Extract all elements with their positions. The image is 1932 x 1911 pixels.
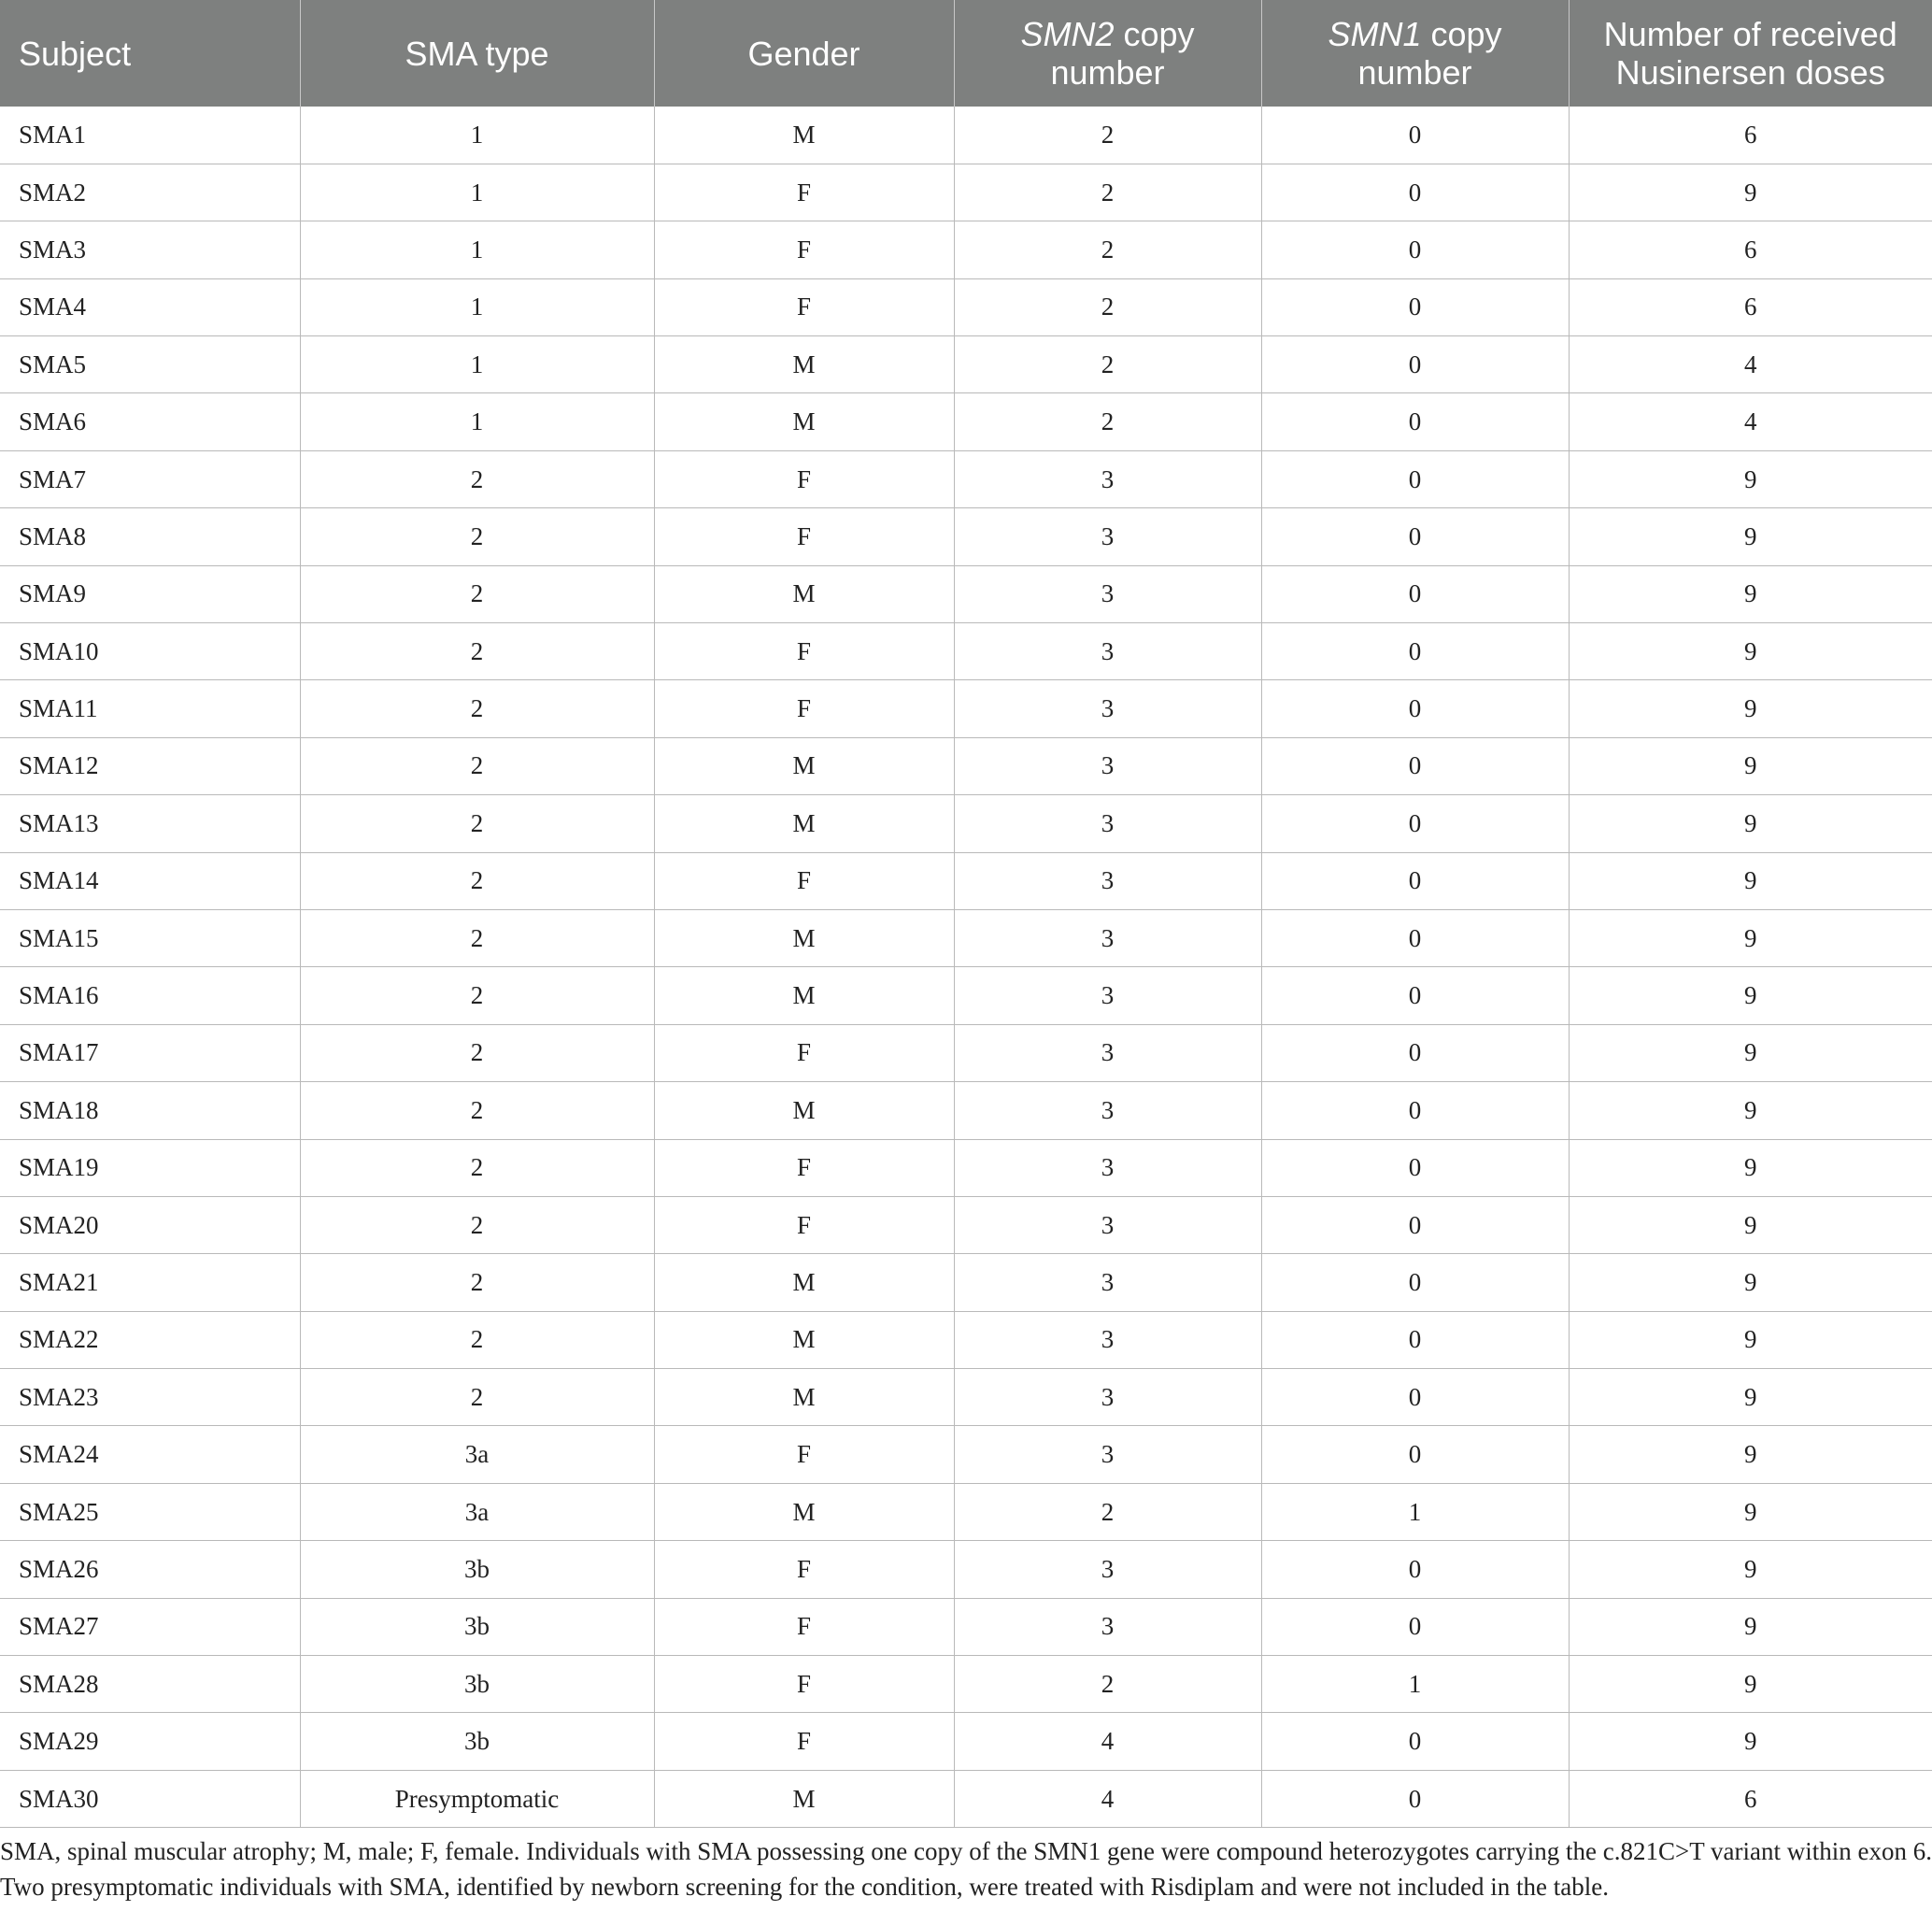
cell-nusinersen-doses: 9 — [1569, 1426, 1932, 1483]
cell-nusinersen-doses: 9 — [1569, 1082, 1932, 1139]
header-sma-type — [300, 0, 654, 107]
cell-gender: M — [654, 1369, 954, 1426]
cell-gender: M — [654, 1254, 954, 1311]
cell-subject: SMA26 — [0, 1541, 300, 1598]
cell-smn2-copy-number: 3 — [954, 852, 1261, 909]
cell-gender: M — [654, 107, 954, 164]
header-text: Subject — [19, 34, 132, 73]
cell-sma-type: 2 — [300, 967, 654, 1024]
cell-smn2-copy-number: 3 — [954, 1369, 1261, 1426]
table-row — [0, 450, 1932, 507]
cell-smn2-copy-number: 2 — [954, 1656, 1261, 1713]
cell-gender: F — [654, 1713, 954, 1770]
table-row — [0, 1139, 1932, 1196]
header-text: Gender — [747, 34, 860, 73]
cell-gender: F — [654, 1426, 954, 1483]
cell-smn2-copy-number: 4 — [954, 1770, 1261, 1827]
cell-subject: SMA22 — [0, 1311, 300, 1368]
cell-smn1-copy-number: 0 — [1261, 852, 1569, 909]
cell-smn2-copy-number: 3 — [954, 967, 1261, 1024]
table-row — [0, 1483, 1932, 1540]
table-row — [0, 565, 1932, 622]
table-row — [0, 1770, 1932, 1827]
cell-nusinersen-doses: 9 — [1569, 1139, 1932, 1196]
cell-nusinersen-doses: 9 — [1569, 1196, 1932, 1253]
cell-subject: SMA16 — [0, 967, 300, 1024]
table-row — [0, 623, 1932, 680]
cell-sma-type: 3a — [300, 1483, 654, 1540]
cell-sma-type: 2 — [300, 1311, 654, 1368]
cell-nusinersen-doses: 9 — [1569, 1483, 1932, 1540]
cell-gender: M — [654, 1483, 954, 1540]
cell-subject: SMA2 — [0, 164, 300, 221]
cell-smn1-copy-number: 0 — [1261, 1713, 1569, 1770]
cell-subject: SMA29 — [0, 1713, 300, 1770]
cell-nusinersen-doses: 9 — [1569, 852, 1932, 909]
cell-smn2-copy-number: 3 — [954, 1426, 1261, 1483]
cell-smn2-copy-number: 2 — [954, 221, 1261, 278]
cell-nusinersen-doses: 6 — [1569, 221, 1932, 278]
cell-smn2-copy-number: 2 — [954, 164, 1261, 221]
cell-nusinersen-doses: 6 — [1569, 1770, 1932, 1827]
cell-subject: SMA4 — [0, 278, 300, 335]
cell-nusinersen-doses: 9 — [1569, 1598, 1932, 1655]
cell-smn1-copy-number: 0 — [1261, 1024, 1569, 1081]
cell-subject: SMA10 — [0, 623, 300, 680]
cell-smn2-copy-number: 3 — [954, 737, 1261, 794]
cell-subject: SMA20 — [0, 1196, 300, 1253]
cell-sma-type: 2 — [300, 1369, 654, 1426]
cell-smn2-copy-number: 3 — [954, 1024, 1261, 1081]
cell-gender: F — [654, 852, 954, 909]
table-row — [0, 1541, 1932, 1598]
cell-sma-type: 2 — [300, 795, 654, 852]
cell-subject: SMA11 — [0, 680, 300, 737]
cell-subject: SMA7 — [0, 450, 300, 507]
cell-smn1-copy-number: 0 — [1261, 1311, 1569, 1368]
cell-gender: F — [654, 221, 954, 278]
cell-nusinersen-doses: 6 — [1569, 107, 1932, 164]
cell-subject: SMA1 — [0, 107, 300, 164]
cell-smn1-copy-number: 0 — [1261, 623, 1569, 680]
cell-smn1-copy-number: 0 — [1261, 1598, 1569, 1655]
cell-gender: F — [654, 164, 954, 221]
cell-smn2-copy-number: 3 — [954, 1196, 1261, 1253]
cell-smn1-copy-number: 0 — [1261, 967, 1569, 1024]
cell-smn1-copy-number: 0 — [1261, 737, 1569, 794]
cell-nusinersen-doses: 9 — [1569, 909, 1932, 966]
table-row — [0, 1254, 1932, 1311]
cell-nusinersen-doses: 9 — [1569, 565, 1932, 622]
cell-smn1-copy-number: 0 — [1261, 1770, 1569, 1827]
table-row — [0, 680, 1932, 737]
cell-nusinersen-doses: 6 — [1569, 278, 1932, 335]
cell-smn1-copy-number: 0 — [1261, 508, 1569, 565]
cell-smn1-copy-number: 0 — [1261, 393, 1569, 450]
cell-smn2-copy-number: 2 — [954, 1483, 1261, 1540]
cell-sma-type: 1 — [300, 278, 654, 335]
cell-gender: F — [654, 623, 954, 680]
cell-subject: SMA9 — [0, 565, 300, 622]
cell-smn2-copy-number: 3 — [954, 680, 1261, 737]
table-row — [0, 1426, 1932, 1483]
table-row — [0, 336, 1932, 393]
cell-sma-type: 2 — [300, 450, 654, 507]
cell-subject: SMA19 — [0, 1139, 300, 1196]
cell-sma-type: 2 — [300, 1254, 654, 1311]
table-row — [0, 795, 1932, 852]
cell-gender: F — [654, 1541, 954, 1598]
cell-sma-type: 1 — [300, 107, 654, 164]
cell-smn2-copy-number: 2 — [954, 107, 1261, 164]
cell-gender: F — [654, 1196, 954, 1253]
table-row — [0, 1024, 1932, 1081]
header-text: copy number — [1050, 15, 1195, 92]
cell-smn1-copy-number: 0 — [1261, 1369, 1569, 1426]
cell-subject: SMA27 — [0, 1598, 300, 1655]
cell-subject: SMA30 — [0, 1770, 300, 1827]
table-row — [0, 737, 1932, 794]
cell-nusinersen-doses: 9 — [1569, 450, 1932, 507]
table-row — [0, 164, 1932, 221]
cell-gender: F — [654, 278, 954, 335]
table-footnote — [0, 1833, 1932, 1904]
table-row — [0, 1082, 1932, 1139]
cell-smn2-copy-number: 4 — [954, 1713, 1261, 1770]
cell-nusinersen-doses: 9 — [1569, 1713, 1932, 1770]
cell-sma-type: 2 — [300, 1139, 654, 1196]
cell-nusinersen-doses: 9 — [1569, 1656, 1932, 1713]
cell-nusinersen-doses: 9 — [1569, 1254, 1932, 1311]
cell-gender: M — [654, 909, 954, 966]
footnote-line-1: SMA, spinal muscular atrophy; M, male; F, female. Individuals with SMA possessing one copy of the SMN1 gene were compound heterozygotes carrying the c.821C>T variant within exon 6. — [0, 1837, 1932, 1865]
cell-smn2-copy-number: 3 — [954, 450, 1261, 507]
cell-sma-type: 1 — [300, 221, 654, 278]
cell-smn2-copy-number: 3 — [954, 1541, 1261, 1598]
cell-sma-type: 1 — [300, 393, 654, 450]
cell-smn1-copy-number: 0 — [1261, 680, 1569, 737]
cell-gender: M — [654, 336, 954, 393]
table-body — [0, 107, 1932, 1828]
cell-subject: SMA21 — [0, 1254, 300, 1311]
cell-sma-type: 2 — [300, 1024, 654, 1081]
table-row — [0, 1196, 1932, 1253]
cell-subject: SMA18 — [0, 1082, 300, 1139]
cell-nusinersen-doses: 9 — [1569, 737, 1932, 794]
cell-sma-type: 2 — [300, 1196, 654, 1253]
cell-smn2-copy-number: 3 — [954, 1598, 1261, 1655]
cell-nusinersen-doses: 9 — [1569, 680, 1932, 737]
header-text: copy number — [1357, 15, 1502, 92]
cell-subject: SMA28 — [0, 1656, 300, 1713]
cell-gender: F — [654, 680, 954, 737]
cell-smn2-copy-number: 3 — [954, 623, 1261, 680]
cell-smn1-copy-number: 0 — [1261, 1082, 1569, 1139]
cell-smn2-copy-number: 2 — [954, 336, 1261, 393]
cell-nusinersen-doses: 9 — [1569, 967, 1932, 1024]
table-row — [0, 1598, 1932, 1655]
cell-sma-type: 3a — [300, 1426, 654, 1483]
cell-smn2-copy-number: 3 — [954, 1082, 1261, 1139]
cell-smn1-copy-number: 0 — [1261, 336, 1569, 393]
cell-subject: SMA3 — [0, 221, 300, 278]
cell-nusinersen-doses: 9 — [1569, 1541, 1932, 1598]
cell-sma-type: 1 — [300, 336, 654, 393]
header-smn2-copy-number — [954, 0, 1261, 107]
cell-smn2-copy-number: 3 — [954, 1139, 1261, 1196]
cell-smn1-copy-number: 0 — [1261, 221, 1569, 278]
cell-sma-type: 2 — [300, 508, 654, 565]
cell-subject: SMA17 — [0, 1024, 300, 1081]
table-row — [0, 1311, 1932, 1368]
cell-smn1-copy-number: 0 — [1261, 909, 1569, 966]
cell-smn2-copy-number: 3 — [954, 909, 1261, 966]
cell-nusinersen-doses: 9 — [1569, 1311, 1932, 1368]
cell-gender: M — [654, 737, 954, 794]
table-row — [0, 1369, 1932, 1426]
table-row — [0, 107, 1932, 164]
cell-nusinersen-doses: 4 — [1569, 393, 1932, 450]
table-row — [0, 1713, 1932, 1770]
table-row — [0, 508, 1932, 565]
cell-smn2-copy-number: 3 — [954, 508, 1261, 565]
cell-smn1-copy-number: 0 — [1261, 1426, 1569, 1483]
cell-gender: M — [654, 565, 954, 622]
cell-subject: SMA5 — [0, 336, 300, 393]
cell-sma-type: Presymptomatic — [300, 1770, 654, 1827]
cell-smn1-copy-number: 0 — [1261, 1254, 1569, 1311]
header-nusinersen-doses — [1569, 0, 1932, 107]
cell-gender: M — [654, 1770, 954, 1827]
header-text: SMN1 — [1328, 15, 1422, 53]
cell-smn2-copy-number: 3 — [954, 1254, 1261, 1311]
cell-subject: SMA8 — [0, 508, 300, 565]
table-header — [0, 0, 1932, 107]
cell-sma-type: 2 — [300, 623, 654, 680]
cell-nusinersen-doses: 9 — [1569, 1369, 1932, 1426]
table-row — [0, 221, 1932, 278]
cell-smn2-copy-number: 3 — [954, 565, 1261, 622]
cell-gender: M — [654, 1082, 954, 1139]
header-text: Number of received Nusinersen doses — [1603, 15, 1897, 92]
cell-subject: SMA15 — [0, 909, 300, 966]
cell-gender: F — [654, 508, 954, 565]
cell-smn1-copy-number: 0 — [1261, 1139, 1569, 1196]
table-row — [0, 967, 1932, 1024]
cell-subject: SMA14 — [0, 852, 300, 909]
cell-sma-type: 2 — [300, 909, 654, 966]
cell-gender: F — [654, 1598, 954, 1655]
cell-sma-type: 3b — [300, 1656, 654, 1713]
cell-gender: M — [654, 1311, 954, 1368]
cell-gender: M — [654, 393, 954, 450]
cell-sma-type: 3b — [300, 1713, 654, 1770]
header-gender — [654, 0, 954, 107]
cell-gender: M — [654, 795, 954, 852]
table-row — [0, 909, 1932, 966]
cell-sma-type: 2 — [300, 737, 654, 794]
cell-nusinersen-doses: 9 — [1569, 795, 1932, 852]
header-row — [0, 0, 1932, 107]
header-text: SMA type — [405, 34, 549, 73]
table-row — [0, 1656, 1932, 1713]
cell-smn1-copy-number: 0 — [1261, 795, 1569, 852]
cell-nusinersen-doses: 9 — [1569, 1024, 1932, 1081]
table-row — [0, 278, 1932, 335]
cell-sma-type: 3b — [300, 1541, 654, 1598]
cell-gender: M — [654, 967, 954, 1024]
table-row — [0, 852, 1932, 909]
cell-subject: SMA24 — [0, 1426, 300, 1483]
header-smn1-copy-number — [1261, 0, 1569, 107]
cell-smn2-copy-number: 3 — [954, 1311, 1261, 1368]
cell-smn1-copy-number: 1 — [1261, 1483, 1569, 1540]
cell-smn1-copy-number: 1 — [1261, 1656, 1569, 1713]
cell-subject: SMA23 — [0, 1369, 300, 1426]
cell-sma-type: 3b — [300, 1598, 654, 1655]
cell-subject: SMA13 — [0, 795, 300, 852]
cell-smn2-copy-number: 2 — [954, 393, 1261, 450]
cell-sma-type: 1 — [300, 164, 654, 221]
footnote-line-2: Two presymptomatic individuals with SMA, identified by newborn screening for the condition, were treated with Risdiplam and were not included in the table. — [0, 1873, 1609, 1901]
cell-nusinersen-doses: 4 — [1569, 336, 1932, 393]
cell-nusinersen-doses: 9 — [1569, 508, 1932, 565]
cell-smn2-copy-number: 3 — [954, 795, 1261, 852]
header-text: SMN2 — [1020, 15, 1115, 53]
cell-subject: SMA12 — [0, 737, 300, 794]
cell-smn1-copy-number: 0 — [1261, 1541, 1569, 1598]
cell-nusinersen-doses: 9 — [1569, 164, 1932, 221]
cell-smn2-copy-number: 2 — [954, 278, 1261, 335]
cell-sma-type: 2 — [300, 1082, 654, 1139]
cell-smn1-copy-number: 0 — [1261, 278, 1569, 335]
cell-sma-type: 2 — [300, 565, 654, 622]
cell-smn1-copy-number: 0 — [1261, 450, 1569, 507]
cell-sma-type: 2 — [300, 852, 654, 909]
cell-smn1-copy-number: 0 — [1261, 565, 1569, 622]
cell-gender: F — [654, 1656, 954, 1713]
cell-smn1-copy-number: 0 — [1261, 164, 1569, 221]
table-row — [0, 393, 1932, 450]
cell-nusinersen-doses: 9 — [1569, 623, 1932, 680]
cell-gender: F — [654, 450, 954, 507]
cell-gender: F — [654, 1139, 954, 1196]
cell-gender: F — [654, 1024, 954, 1081]
header-subject — [0, 0, 300, 107]
cell-sma-type: 2 — [300, 680, 654, 737]
cell-smn1-copy-number: 0 — [1261, 1196, 1569, 1253]
cell-smn1-copy-number: 0 — [1261, 107, 1569, 164]
cell-subject: SMA25 — [0, 1483, 300, 1540]
cell-subject: SMA6 — [0, 393, 300, 450]
